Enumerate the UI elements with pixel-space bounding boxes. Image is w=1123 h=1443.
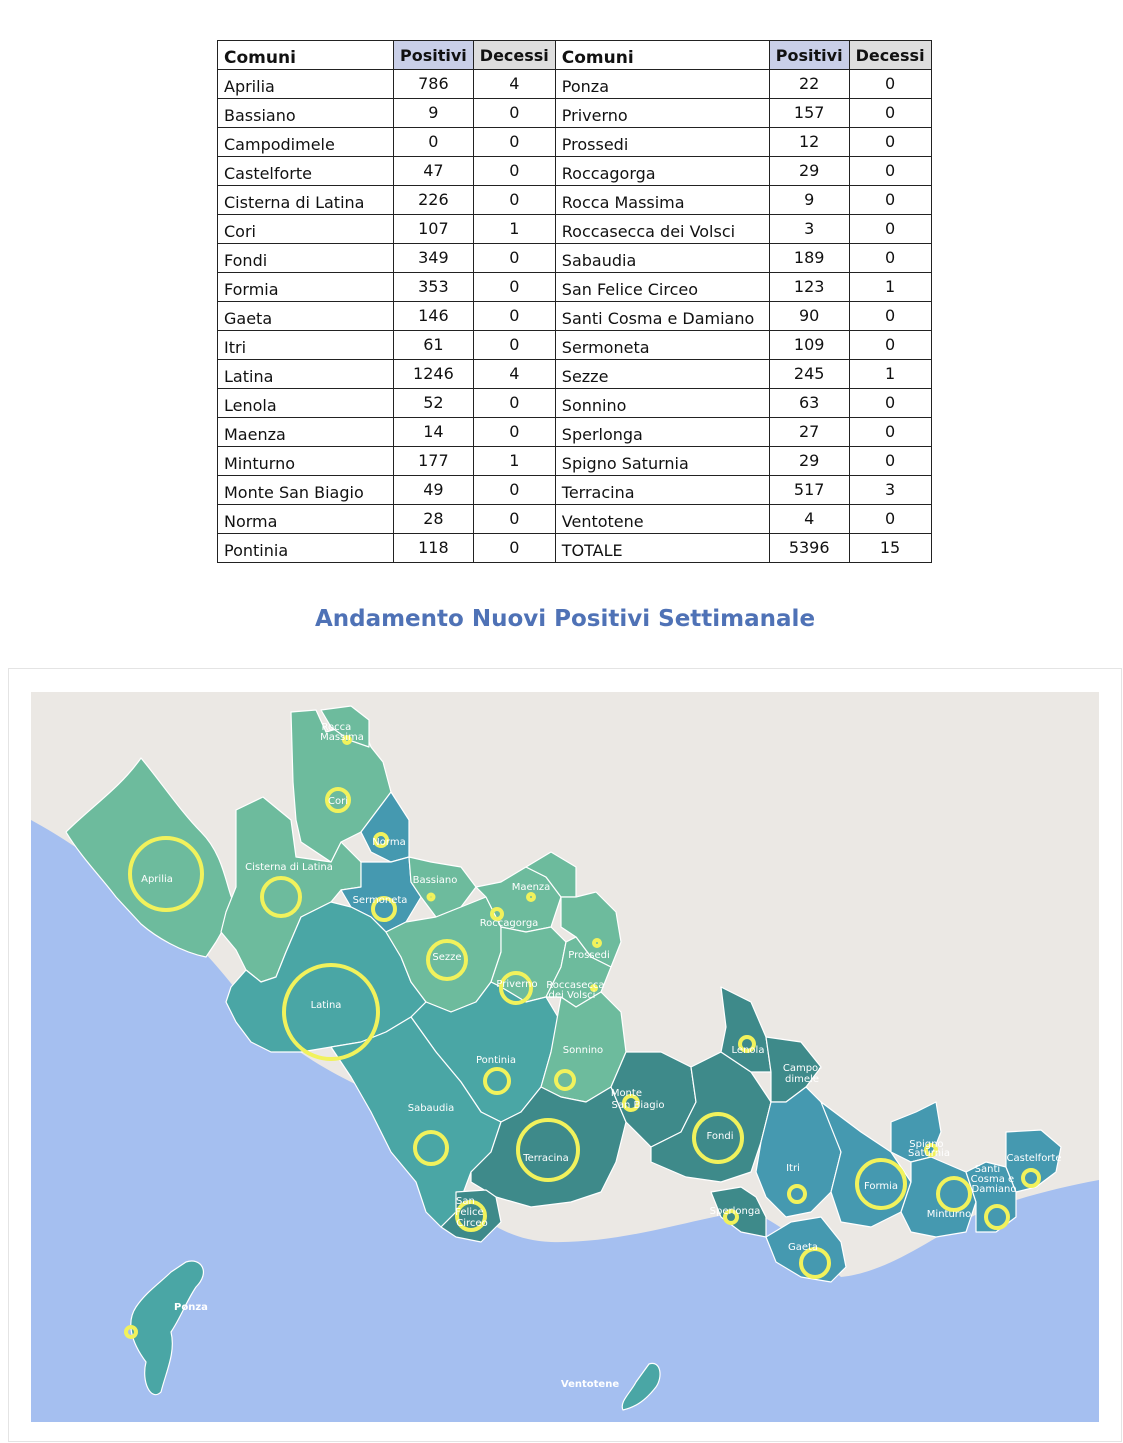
label-maenza: Maenza <box>511 882 551 893</box>
cell-positivi: 28 <box>394 505 474 534</box>
label-sonnino: Sonnino <box>562 1045 604 1056</box>
cell-decessi: 0 <box>849 331 931 360</box>
cell-positivi: 9 <box>394 99 474 128</box>
cell-comune: Cori <box>218 215 394 244</box>
label-prossedi: Prossedi <box>568 950 610 961</box>
cell-positivi: 12 <box>769 128 849 157</box>
label-terracina: Terracina <box>523 1153 569 1164</box>
cell-comune: Castelforte <box>218 157 394 186</box>
cell-comune: Cisterna di Latina <box>218 186 394 215</box>
cell-decessi: 0 <box>473 418 555 447</box>
cell-decessi: 0 <box>473 534 555 563</box>
label-monte-san-biagio: Monte San Biagio <box>610 1088 665 1111</box>
label-castelforte: Castelforte <box>1006 1153 1062 1164</box>
label-latina: Latina <box>310 1000 342 1011</box>
province-map <box>31 692 1099 1422</box>
cell-positivi: 517 <box>769 476 849 505</box>
cell-decessi: 0 <box>849 99 931 128</box>
cell-positivi: 49 <box>394 476 474 505</box>
positivi-table <box>217 40 932 563</box>
cell-positivi: 90 <box>769 302 849 331</box>
table-row <box>218 389 932 418</box>
header-positivi: Positivi <box>769 41 849 70</box>
cell-comune: Minturno <box>218 447 394 476</box>
cell-comune: Sperlonga <box>555 418 769 447</box>
cell-positivi: 29 <box>769 157 849 186</box>
label-itri: Itri <box>786 1163 800 1174</box>
cell-positivi: 22 <box>769 70 849 99</box>
cell-decessi: 0 <box>473 157 555 186</box>
cell-comune: Sermoneta <box>555 331 769 360</box>
cell-comune: Maenza <box>218 418 394 447</box>
cell-decessi: 1 <box>849 360 931 389</box>
cell-positivi: 27 <box>769 418 849 447</box>
cell-positivi: 52 <box>394 389 474 418</box>
cell-positivi: 0 <box>394 128 474 157</box>
cell-positivi: 9 <box>769 186 849 215</box>
cell-comune: Pontinia <box>218 534 394 563</box>
table-row <box>218 302 932 331</box>
label-aprilia: Aprilia <box>141 874 173 885</box>
header-comuni: Comuni <box>218 41 394 70</box>
label-lenola: Lenola <box>731 1045 765 1056</box>
table-row <box>218 360 932 389</box>
table-row <box>218 215 932 244</box>
cell-positivi: 786 <box>394 70 474 99</box>
cell-decessi: 0 <box>473 389 555 418</box>
cell-positivi: 61 <box>394 331 474 360</box>
label-rocca-massima: Rocca Massima <box>320 722 364 743</box>
label-sperlonga: Sperlonga <box>709 1206 761 1217</box>
cell-comune: Bassiano <box>218 99 394 128</box>
cell-comune: Roccasecca dei Volsci <box>555 215 769 244</box>
table-row <box>218 505 932 534</box>
header-decessi: Decessi <box>849 41 931 70</box>
cell-decessi: 0 <box>473 244 555 273</box>
cell-decessi: 0 <box>849 128 931 157</box>
cell-decessi: 4 <box>473 70 555 99</box>
cell-positivi: 123 <box>769 273 849 302</box>
cell-comune: Latina <box>218 360 394 389</box>
cell-comune: Norma <box>218 505 394 534</box>
label-norma: Norma <box>372 837 406 848</box>
cell-decessi: 0 <box>473 505 555 534</box>
cell-positivi: 107 <box>394 215 474 244</box>
table-row <box>218 244 932 273</box>
cell-positivi: 1246 <box>394 360 474 389</box>
cell-decessi: 0 <box>849 186 931 215</box>
label-formia: Formia <box>863 1181 899 1192</box>
label-bassiano: Bassiano <box>412 875 458 886</box>
cell-decessi: 0 <box>473 99 555 128</box>
cell-decessi: 0 <box>849 418 931 447</box>
cell-comune: Ventotene <box>555 505 769 534</box>
label-priverno: Priverno <box>496 979 538 990</box>
cell-comune: Gaeta <box>218 302 394 331</box>
label-roccasecca: Roccasecca dei Volsci <box>546 980 605 1001</box>
table-row <box>218 418 932 447</box>
header-decessi: Decessi <box>473 41 555 70</box>
label-fondi: Fondi <box>706 1131 734 1142</box>
cell-comune: Lenola <box>218 389 394 418</box>
cell-positivi: 14 <box>394 418 474 447</box>
cell-positivi: 3 <box>769 215 849 244</box>
label-roccagorga: Roccagorga <box>479 918 539 929</box>
cell-comune: Prossedi <box>555 128 769 157</box>
cell-decessi: 0 <box>473 186 555 215</box>
cell-positivi: 4 <box>769 505 849 534</box>
label-minturno: Minturno <box>926 1209 972 1220</box>
cell-comune: Sezze <box>555 360 769 389</box>
cell-positivi: 47 <box>394 157 474 186</box>
cell-positivi: 63 <box>769 389 849 418</box>
cell-decessi: 0 <box>473 476 555 505</box>
table-row <box>218 476 932 505</box>
cell-decessi: 0 <box>849 215 931 244</box>
cell-decessi: 1 <box>849 273 931 302</box>
cell-decessi: 0 <box>473 273 555 302</box>
label-sermoneta: Sermoneta <box>352 895 408 906</box>
label-cisterna: Cisterna di Latina <box>245 862 333 873</box>
cell-decessi: 0 <box>849 389 931 418</box>
cell-comune: Terracina <box>555 476 769 505</box>
cell-decessi: 1 <box>473 215 555 244</box>
cell-comune: Itri <box>218 331 394 360</box>
label-cori: Cori <box>328 796 348 807</box>
cell-positivi: 349 <box>394 244 474 273</box>
cell-decessi: 1 <box>473 447 555 476</box>
table-row <box>218 447 932 476</box>
table-header-row <box>218 41 932 70</box>
table-row <box>218 186 932 215</box>
cell-decessi: 15 <box>849 534 931 563</box>
label-san-felice: San Felice Circeo <box>455 1196 488 1229</box>
cell-decessi: 0 <box>473 302 555 331</box>
cell-comune: Sabaudia <box>555 244 769 273</box>
label-gaeta: Gaeta <box>787 1242 819 1253</box>
cell-comune: Spigno Saturnia <box>555 447 769 476</box>
cell-comune: Aprilia <box>218 70 394 99</box>
table-row <box>218 70 932 99</box>
cell-positivi: 177 <box>394 447 474 476</box>
cell-decessi: 0 <box>849 505 931 534</box>
table-row <box>218 99 932 128</box>
label-spigno: Spigno Saturnia <box>908 1139 950 1159</box>
label-santi-cosma: Santi Cosma e Damiano <box>970 1164 1017 1195</box>
cell-decessi: 0 <box>849 157 931 186</box>
table-row <box>218 157 932 186</box>
cell-comune: Sonnino <box>555 389 769 418</box>
table-row <box>218 273 932 302</box>
cell-comune: Fondi <box>218 244 394 273</box>
label-ventotene: Ventotene <box>560 1379 620 1390</box>
cell-comune: Monte San Biagio <box>218 476 394 505</box>
cell-positivi: 146 <box>394 302 474 331</box>
cell-decessi: 0 <box>473 331 555 360</box>
table-row <box>218 128 932 157</box>
cell-positivi: 29 <box>769 447 849 476</box>
cell-decessi: 3 <box>849 476 931 505</box>
cell-comune: Priverno <box>555 99 769 128</box>
cell-positivi: 189 <box>769 244 849 273</box>
cell-positivi: 118 <box>394 534 474 563</box>
cell-comune: Roccagorga <box>555 157 769 186</box>
cell-comune: Ponza <box>555 70 769 99</box>
label-sezze: Sezze <box>432 952 462 963</box>
cell-decessi: 0 <box>473 128 555 157</box>
cell-positivi: 245 <box>769 360 849 389</box>
cell-decessi: 4 <box>473 360 555 389</box>
cell-positivi: 109 <box>769 331 849 360</box>
section-title: Andamento Nuovi Positivi Settimanale <box>314 606 816 632</box>
cell-decessi: 0 <box>849 70 931 99</box>
label-pontinia: Pontinia <box>475 1055 517 1066</box>
label-ponza: Ponza <box>174 1302 208 1313</box>
label-sabaudia: Sabaudia <box>407 1103 455 1114</box>
cell-positivi: 157 <box>769 99 849 128</box>
cell-decessi: 0 <box>849 244 931 273</box>
cell-positivi: 226 <box>394 186 474 215</box>
label-campodimele: Campo- dimele <box>782 1063 822 1085</box>
cell-decessi: 0 <box>849 302 931 331</box>
cell-comune: TOTALE <box>555 534 769 563</box>
cell-positivi: 5396 <box>769 534 849 563</box>
table-row <box>218 331 932 360</box>
table-row <box>218 534 932 563</box>
header-comuni: Comuni <box>555 41 769 70</box>
cell-comune: Formia <box>218 273 394 302</box>
cell-comune: Rocca Massima <box>555 186 769 215</box>
header-positivi: Positivi <box>394 41 474 70</box>
cell-decessi: 0 <box>849 447 931 476</box>
cell-positivi: 353 <box>394 273 474 302</box>
cell-comune: San Felice Circeo <box>555 273 769 302</box>
cell-comune: Santi Cosma e Damiano <box>555 302 769 331</box>
cell-comune: Campodimele <box>218 128 394 157</box>
